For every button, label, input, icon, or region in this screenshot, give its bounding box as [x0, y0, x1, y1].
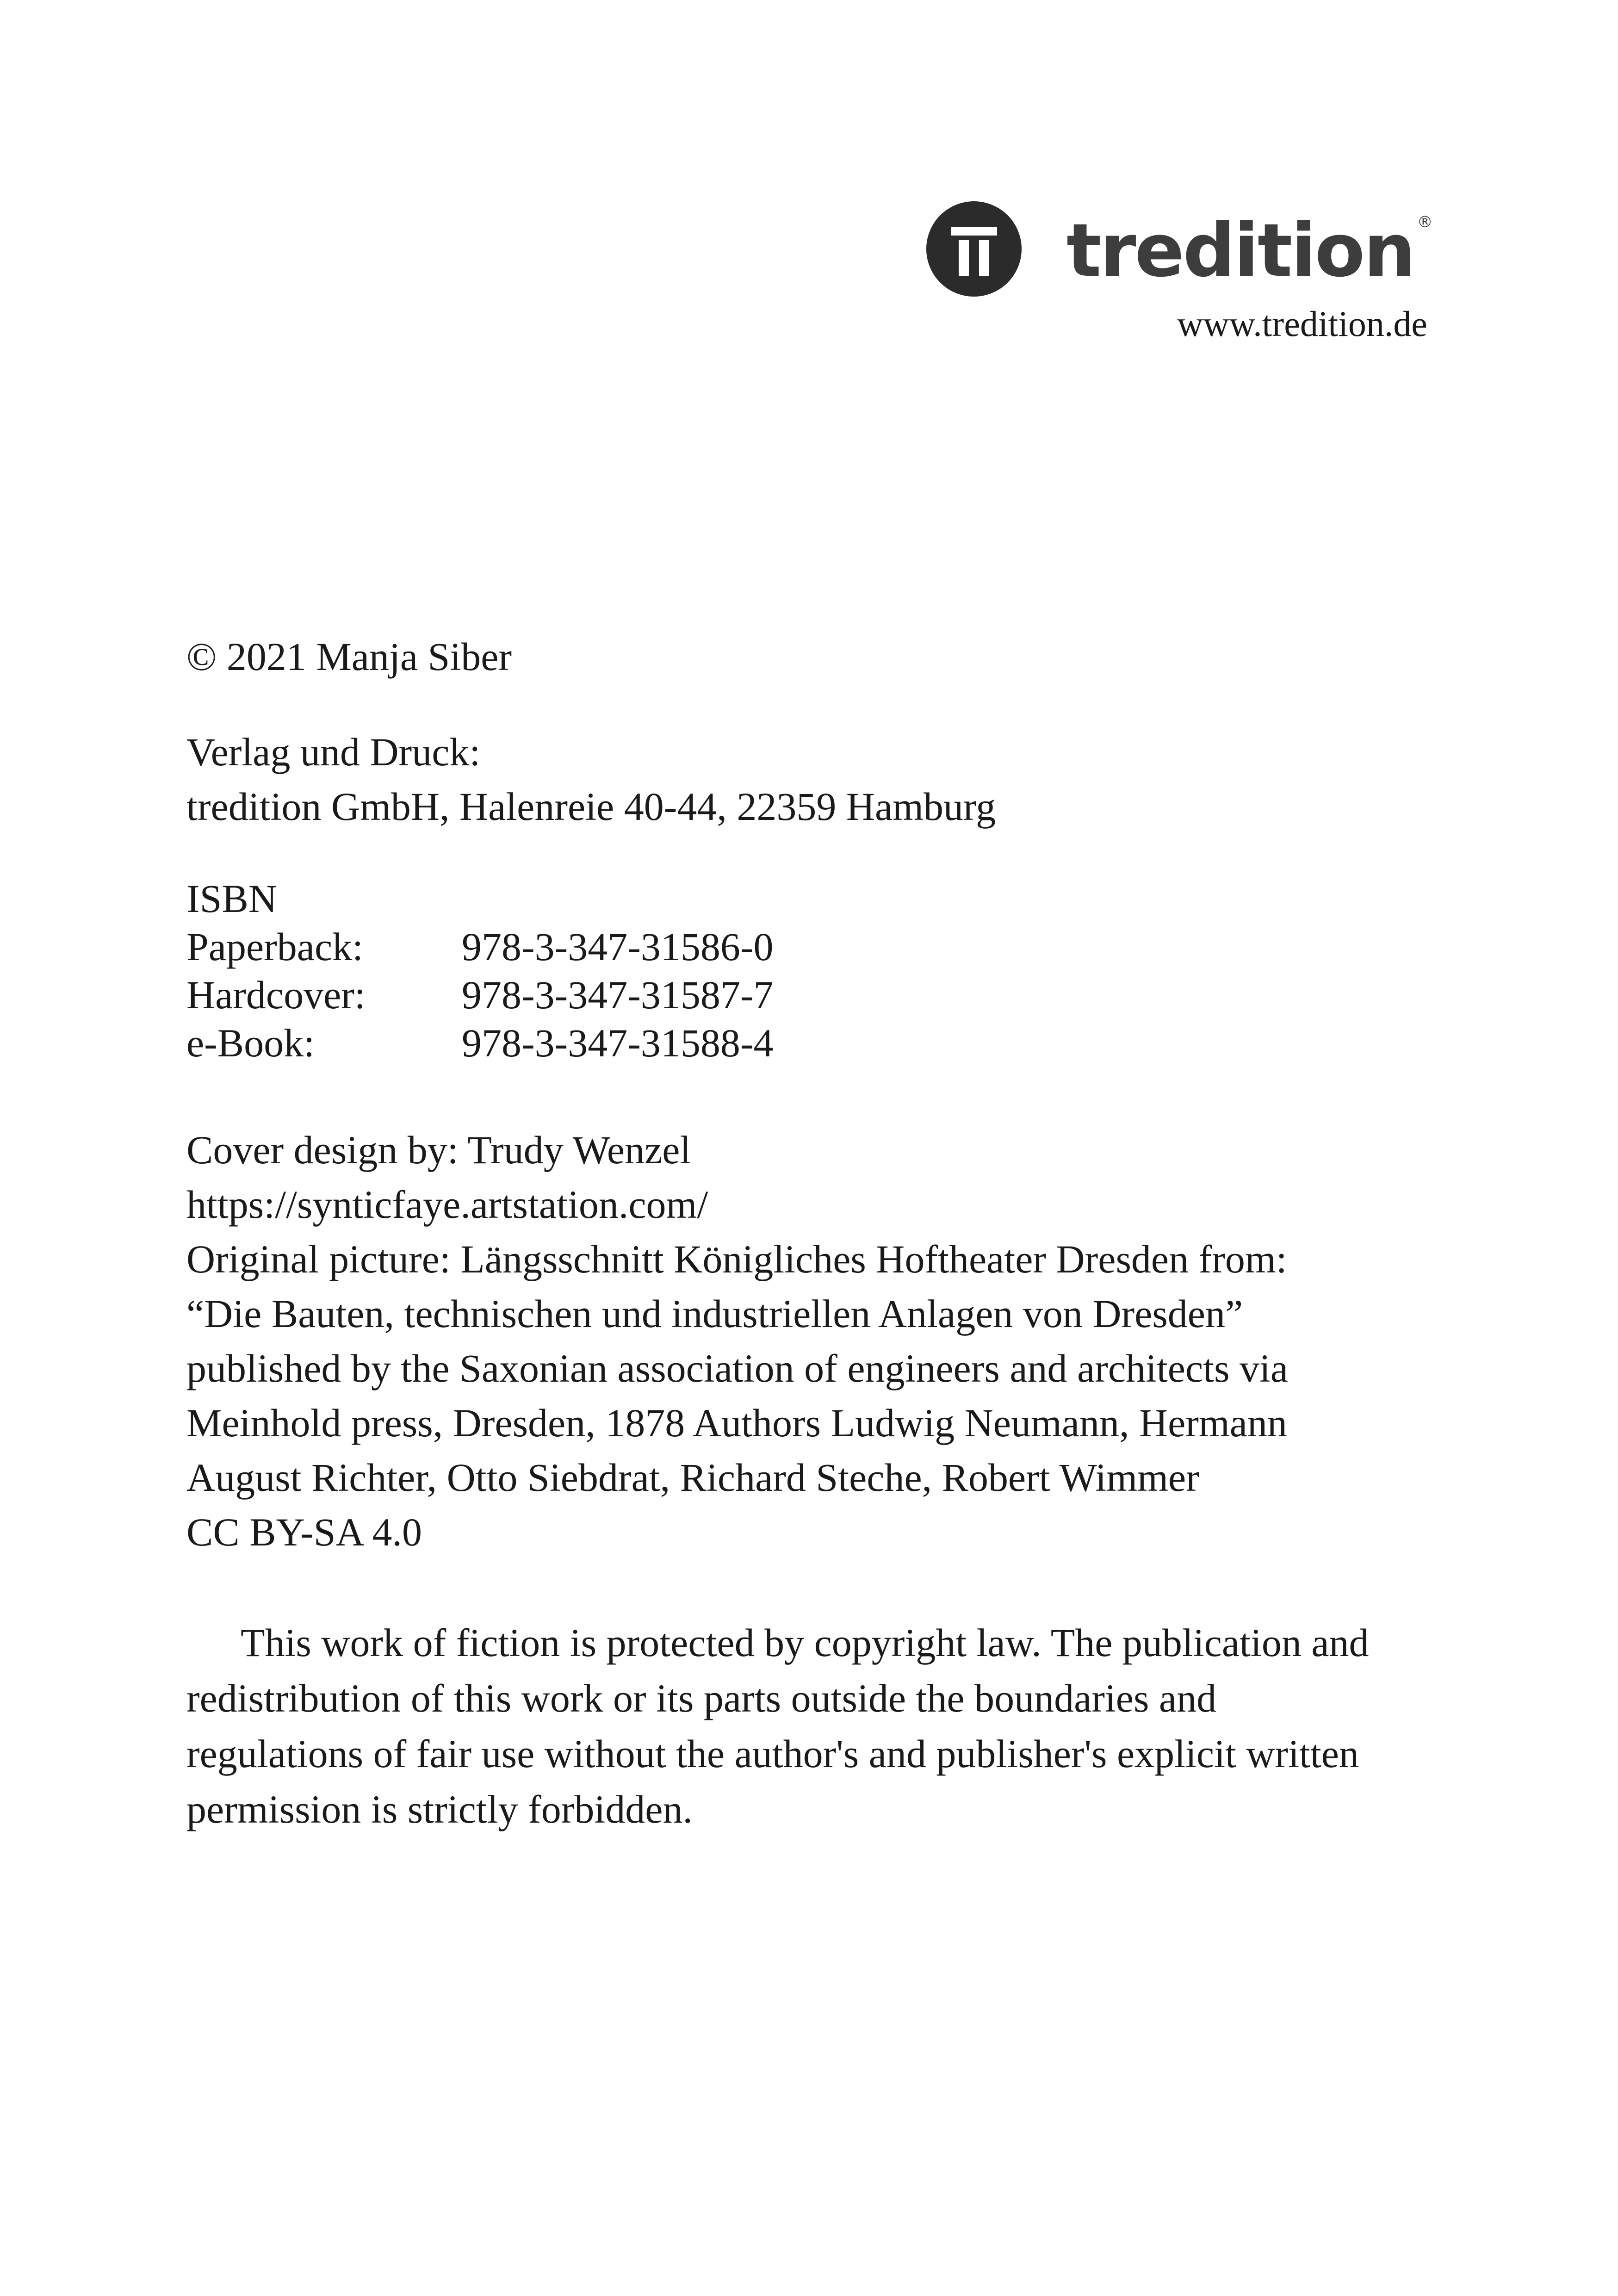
isbn-value: 978-3-347-31586-0: [462, 925, 774, 969]
publisher-label: Verlag und Druck:: [186, 730, 481, 774]
notice-line: redistribution of this work or its parts outside the boundaries and: [186, 1676, 1217, 1720]
credits-section: [186, 1123, 1436, 1559]
credit-line: Cover design by: Trudy Wenzel: [186, 1128, 691, 1172]
publisher-address: tredition GmbH, Halenreie 40-44, 22359 Hamburg: [186, 784, 996, 829]
imprint-content: [186, 629, 1436, 1837]
credit-line: https://synticfaye.artstation.com/: [186, 1182, 708, 1227]
publisher-logo: [925, 199, 1433, 344]
publisher-url: www.tredition.de: [1177, 304, 1427, 344]
isbn-heading: ISBN: [186, 876, 277, 921]
copyright-line: © 2021 Manja Siber: [186, 634, 512, 679]
copyright-notice: [186, 1615, 1436, 1837]
isbn-label: e-Book:: [186, 1021, 315, 1065]
isbn-row: [186, 971, 1436, 1019]
credit-line: August Richter, Otto Siebdrat, Richard Steche, Robert Wimmer: [186, 1455, 1199, 1500]
notice-line: This work of fiction is protected by copyright law. The publication and: [241, 1620, 1369, 1665]
credit-line: CC BY-SA 4.0: [186, 1510, 422, 1554]
notice-line: regulations of fair use without the author's and publisher's explicit written: [186, 1731, 1359, 1776]
isbn-section: [186, 875, 1436, 1067]
credit-line: published by the Saxonian association of engineers and architects via: [186, 1346, 1289, 1390]
isbn-label: Paperback:: [186, 925, 364, 969]
credit-line: Meinhold press, Dresden, 1878 Authors Ludwig Neumann, Hermann: [186, 1401, 1287, 1445]
isbn-label: Hardcover:: [186, 973, 366, 1017]
tredition-t-logo-icon: [925, 200, 1023, 298]
credit-line: Original picture: Längsschnitt Königliches Hoftheater Dresden from:: [186, 1237, 1287, 1281]
publisher-wordmark: tredition: [1066, 208, 1414, 293]
isbn-row: [186, 923, 1436, 971]
registered-mark: ®: [1417, 213, 1433, 231]
notice-line: permission is strictly forbidden.: [186, 1787, 693, 1831]
isbn-value: 978-3-347-31588-4: [462, 1021, 774, 1065]
isbn-row: [186, 1019, 1436, 1067]
credit-line: “Die Bauten, technischen und industriellen Anlagen von Dresden”: [186, 1291, 1243, 1336]
isbn-value: 978-3-347-31587-7: [462, 973, 774, 1017]
